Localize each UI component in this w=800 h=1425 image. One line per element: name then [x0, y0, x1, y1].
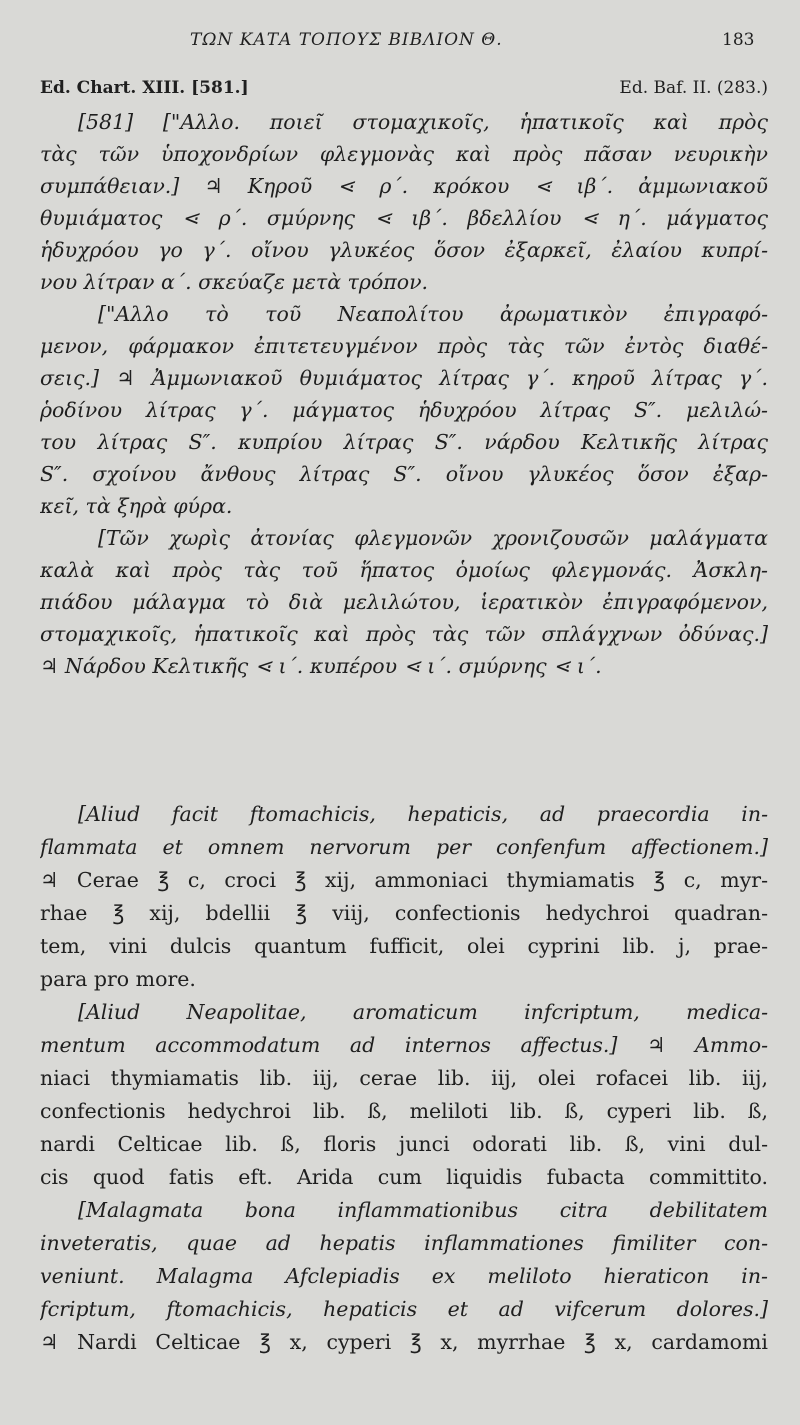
latin-line: ♃ Nardi Celticae ℥ x, cyperi ℥ x, myrrhae ℥ x, cardamomi: [40, 1330, 768, 1354]
greek-line: S″. σχοίνου ἄνθους λίτρας S″. οἴνου γλυκέος ὅσον ἐξαρ-: [40, 462, 768, 486]
edition-reference-right: Ed. Baf. II. (283.): [619, 78, 768, 98]
greek-line: τὰς τῶν ὑποχονδρίων φλεγμονὰς καὶ πρὸς πᾶσαν νευρικὴν: [40, 142, 768, 166]
greek-line: νου λίτραν α΄. σκεύαζε μετὰ τρόπον.: [40, 270, 429, 294]
latin-line: [Aliud Neapolitae, aromaticum infcriptum, medica-: [78, 1000, 768, 1024]
latin-line: confectionis hedychroi lib. ß, meliloti lib. ß, cyperi lib. ß,: [40, 1099, 768, 1123]
latin-line: fcriptum, ftomachicis, hepaticis et ad vifcerum dolores.]: [40, 1297, 768, 1321]
greek-line: ["Αλλο τὸ τοῦ Νεαπολίτου ἀρωματικὸν ἐπιγραφό-: [98, 302, 768, 326]
latin-line: niaci thymiamatis lib. iij, cerae lib. iij, olei rofacei lib. iij,: [40, 1066, 768, 1090]
running-title: ΤΩΝ ΚΑΤΑ ΤΟΠΟΥΣ ΒΙΒΛΙΟΝ Θ.: [190, 30, 503, 50]
greek-line: θυμιάματος ⋖ ρ΄. σμύρνης ⋖ ιβ΄. βδελλίου ⋖ η΄. μάγματος: [40, 206, 768, 230]
latin-line: rhae ℥ xij, bdellii ℥ viij, confectionis hedychroi quadran-: [40, 901, 768, 925]
latin-line: tem, vini dulcis quantum fufficit, olei cyprini lib. j, prae-: [40, 934, 768, 958]
latin-line: ♃ Cerae ℥ c, croci ℥ xij, ammoniaci thymiamatis ℥ c, myr-: [40, 868, 768, 892]
greek-line: κεῖ, τὰ ξηρὰ φύρα.: [40, 494, 233, 518]
greek-line: [Τῶν χωρὶς ἀτονίας φλεγμονῶν χρονιζουσῶν μαλάγματα: [98, 526, 768, 550]
latin-line: flammata et omnem nervorum per confenfum affectionem.]: [40, 835, 768, 859]
greek-line: συμπάθειαν.] ♃ Κηροῦ ⋖ ρ΄. κρόκου ⋖ ιβ΄. ἀμμωνιακοῦ: [40, 174, 768, 198]
greek-text: [40, 106, 768, 682]
edition-reference-left: Ed. Chart. XIII. [581.]: [40, 78, 249, 98]
latin-line: para pro more.: [40, 967, 196, 991]
greek-line: σεις.] ♃ Ἀμμωνιακοῦ θυμιάματος λίτρας γ΄. κηροῦ λίτρας γ΄.: [40, 366, 768, 390]
greek-line: του λίτρας S″. κυπρίου λίτρας S″. νάρδου Κελτικῆς λίτρας: [40, 430, 768, 454]
latin-line: cis quod fatis eft. Arida cum liquidis fubacta committito.: [40, 1165, 768, 1189]
greek-line: ῥοδίνου λίτρας γ΄. μάγματος ἡδυχρόου λίτρας S″. μελιλώ-: [40, 398, 768, 422]
latin-line: [Aliud facit ftomachicis, hepaticis, ad praecordia in-: [78, 802, 768, 826]
latin-line: mentum accommodatum ad internos affectus.] ♃ Ammo-: [40, 1033, 768, 1057]
latin-line: [Malagmata bona inflammationibus citra debilitatem: [78, 1198, 768, 1222]
latin-line: nardi Celticae lib. ß, floris junci odorati lib. ß, vini dul-: [40, 1132, 768, 1156]
greek-line: πιάδου μάλαγμα τὸ διὰ μελιλώτου, ἱερατικὸν ἐπιγραφόμενον,: [40, 590, 768, 614]
latin-line: veniunt. Malagma Afclepiadis ex meliloto hieraticon in-: [40, 1264, 768, 1288]
greek-line: καλὰ καὶ πρὸς τὰς τοῦ ἥπατος ὁμοίως φλεγμονάς. Ἀσκλη-: [40, 558, 768, 582]
greek-line: στομαχικοῖς, ἡπατικοῖς καὶ πρὸς τὰς τῶν σπλάγχνων ὀδύνας.]: [40, 622, 768, 646]
greek-line: ἡδυχρόου γο γ΄. οἴνου γλυκέος ὅσον ἐξαρκεῖ, ἐλαίου κυπρί-: [40, 238, 768, 262]
page-number: 183: [722, 30, 755, 50]
greek-line: [581] ["Αλλο. ποιεῖ στομαχικοῖς, ἡπατικοῖς καὶ πρὸς: [78, 110, 768, 134]
latin-line: inveteratis, quae ad hepatis inflammationes fimiliter con-: [40, 1231, 768, 1255]
latin-text: [40, 798, 768, 1359]
greek-line: ♃ Νάρδου Κελτικῆς ⋖ ι΄. κυπέρου ⋖ ι΄. σμύρνης ⋖ ι΄.: [40, 654, 602, 678]
greek-line: μενον, φάρμακον ἐπιτετευγμένον πρὸς τὰς τῶν ἐντὸς διαθέ-: [40, 334, 768, 358]
